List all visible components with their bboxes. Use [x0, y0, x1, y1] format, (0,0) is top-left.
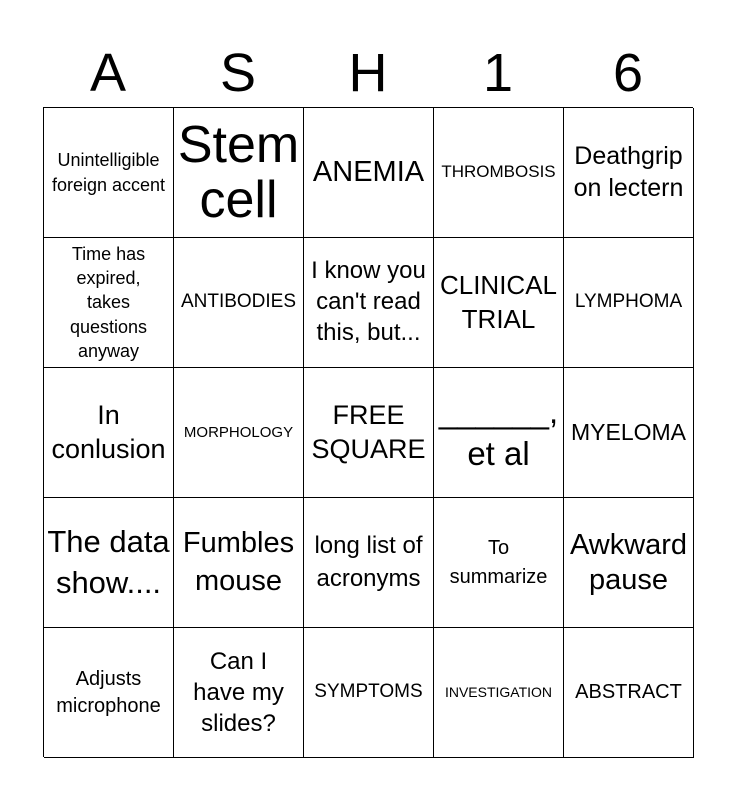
cell-text: Time has expired, takes questions anyway [69, 243, 148, 361]
bingo-cell[interactable] [434, 368, 564, 498]
cell-text: ______, et al [438, 393, 559, 472]
bingo-cell[interactable] [174, 628, 304, 758]
bingo-cell[interactable] [564, 498, 694, 628]
bingo-cell[interactable] [434, 628, 564, 758]
bingo-cell[interactable] [564, 628, 694, 758]
bingo-cell[interactable] [564, 238, 694, 368]
cell-text: Adjusts microphone [56, 667, 161, 717]
cell-text: In conlusion [51, 399, 166, 464]
cell-text: Unintelligible foreign accent [51, 149, 166, 195]
cell-text: LYMPHOMA [574, 291, 683, 313]
bingo-cell[interactable] [434, 498, 564, 628]
bingo-cell[interactable] [304, 368, 434, 498]
cell-text: MYELOMA [570, 419, 687, 446]
bingo-cell[interactable] [44, 108, 174, 238]
bingo-cell[interactable] [174, 368, 304, 498]
header-letter: S [219, 43, 257, 103]
bingo-cell[interactable] [304, 498, 434, 628]
bingo-cell[interactable] [44, 628, 174, 758]
cell-text: The data show.... [47, 524, 170, 600]
bingo-board [43, 107, 693, 757]
bingo-cell[interactable] [564, 368, 694, 498]
cell-text: Awkward pause [569, 528, 688, 596]
bingo-cell[interactable] [304, 238, 434, 368]
cell-text: Stem cell [177, 115, 300, 229]
cell-text: FREE SQUARE [311, 399, 426, 464]
bingo-cell[interactable] [174, 108, 304, 238]
bingo-cell[interactable] [174, 238, 304, 368]
cell-text: ABSTRACT [575, 680, 682, 703]
cell-text: THROMBOSIS [441, 162, 556, 182]
cell-text: Can I have my slides? [193, 647, 284, 738]
bingo-cell[interactable] [434, 238, 564, 368]
bingo-cell[interactable] [564, 108, 694, 238]
cell-text: ANTIBODIES [180, 291, 297, 313]
bingo-cell[interactable] [44, 368, 174, 498]
bingo-cell[interactable] [174, 498, 304, 628]
bingo-cell[interactable] [44, 238, 174, 368]
cell-text: MORPHOLOGY [183, 423, 294, 441]
cell-text: To summarize [449, 536, 548, 588]
header-letter: 1 [482, 43, 514, 103]
header-letter: H [348, 43, 388, 103]
cell-text: long list of acronyms [314, 532, 423, 592]
cell-text: I know you can't read this, but... [311, 257, 426, 346]
bingo-cell[interactable] [44, 498, 174, 628]
cell-text: CLINICAL TRIAL [439, 269, 558, 334]
cell-text: SYMPTOMS [314, 681, 423, 703]
cell-text: Deathgrip on lectern [573, 142, 684, 202]
cell-text: INVESTIGATION [444, 684, 553, 701]
header-letter: 6 [612, 43, 644, 103]
header-letter: A [89, 43, 127, 103]
bingo-cell[interactable] [304, 628, 434, 758]
cell-text: Fumbles mouse [182, 526, 295, 597]
cell-text: ANEMIA [312, 156, 425, 189]
bingo-cell[interactable] [434, 108, 564, 238]
bingo-header [43, 40, 693, 106]
bingo-cell[interactable] [304, 108, 434, 238]
